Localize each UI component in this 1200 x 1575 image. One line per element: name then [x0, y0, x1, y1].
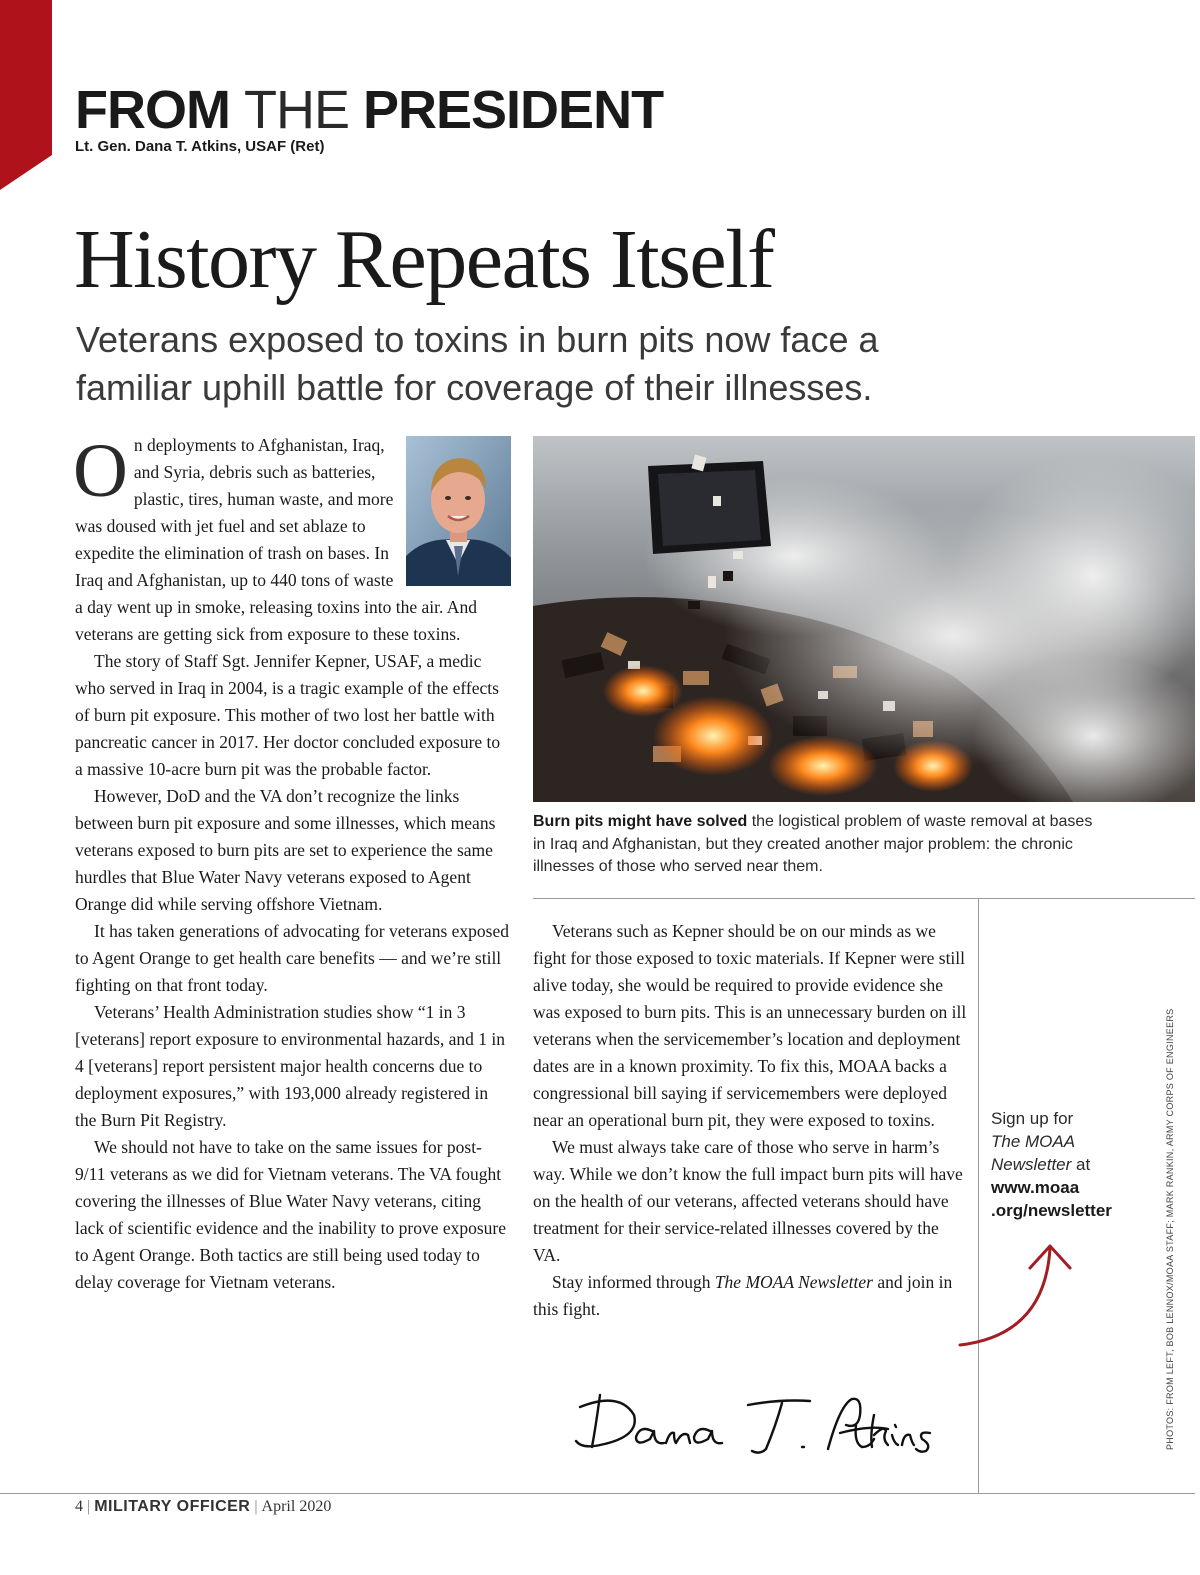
newsletter-link-part2: .org/newsletter: [991, 1201, 1112, 1220]
article-column-1: [73, 429, 511, 1296]
col2-paragraph-2: We must always take care of those who serve in harm’s way. While we don’t know the full impact burn pits will have on the health of our veterans, affected veterans should have treatment for their service-related illnesses covered by the VA.: [533, 1137, 963, 1265]
newsletter-signup-callout: [991, 1107, 1131, 1222]
deck-subheadline: Veterans exposed to toxins in burn pits now face a familiar uphill battle for coverage of their illnesses.: [76, 319, 879, 408]
col1-paragraph-1: n deployments to Afghanistan, Iraq, and Syria, debris such as batteries, plastic, tires, human waste, and more was doused with jet fuel and set ablaze to expedite the elimination of trash on bases. In Iraq and Afghanistan, up to 440 tons of waste a day went up in smoke, releasing toxins into the air. And veterans are getting sick from exposure to these toxins.: [75, 435, 477, 644]
issue-date: April 2020: [261, 1498, 332, 1515]
article-column-2: [533, 918, 968, 1323]
author-portrait: [406, 436, 511, 586]
divider-vertical: [978, 899, 979, 1493]
photo-caption: [533, 811, 1093, 879]
col2-paragraph-3: [533, 1269, 968, 1323]
col1-paragraph-2: The story of Staff Sgt. Jennifer Kepner, USAF, a medic who served in Iraq in 2004, is a tragic example of the effects of burn pit exposure. This mother of two lost her battle with pancreatic cancer in 2017. Her doctor concluded exposure to a massive 10-acre burn pit was the probable factor.: [75, 651, 501, 779]
author-portrait-image: [406, 436, 511, 586]
drop-cap: O: [73, 429, 128, 513]
burn-pit-photo-image: [533, 436, 1195, 802]
signup-at: at: [1071, 1155, 1091, 1174]
section-title-from: FROM: [75, 80, 230, 140]
red-corner-tab: [0, 0, 52, 190]
newsletter-link[interactable]: [991, 1176, 1131, 1222]
col1-paragraph-5: Veterans’ Health Administration studies show “1 in 3 [veterans] report exposure to environmental hazards, and 1 in 4 [veterans] report persistent major health concerns due to deployment exposures,” with 193,000 already registered in the Burn Pit Registry.: [75, 1002, 506, 1130]
byline: Lt. Gen. Dana T. Atkins, USAF (Ret): [75, 138, 325, 155]
col1-paragraph-4: It has taken generations of advocating for veterans exposed to Agent Orange to get health care benefits — and we’re still fighting on that front today.: [75, 921, 509, 995]
section-header: [75, 78, 663, 155]
signup-newsletter-title: The MOAA Newsletter: [991, 1132, 1075, 1174]
signup-line1: Sign up for: [991, 1109, 1074, 1128]
photo-credit: PHOTOS: FROM LEFT, BOB LENNOX/MOAA STAFF; MARK RANKIN, ARMY CORPS OF ENGINEERS: [1165, 1008, 1175, 1450]
col1-paragraph-3: However, DoD and the VA don’t recognize the links between burn pit exposure and some illnesses, which means veterans exposed to burn pits are set to experience the same hurdles that Blue Water Navy veterans exposed to Agent Orange did while serving offshore Vietnam.: [75, 786, 496, 914]
signature: [570, 1385, 965, 1465]
burn-pit-photo: [533, 436, 1195, 802]
divider-horizontal-top: [533, 898, 1195, 899]
col2-p3-before: Stay informed through: [552, 1272, 715, 1292]
col1-paragraph-6: We should not have to take on the same issues for post-9/11 veterans as we did for Vietnam veterans. The VA fought covering the illnesses of Blue Water Navy veterans, citing lack of scientific evidence and the inability to prove exposure to Agent Orange. Both tactics are still being used today to delay coverage for Vietnam veterans.: [75, 1137, 507, 1292]
section-title-the: THE: [243, 80, 349, 140]
col2-p3-after: and join in this fight.: [533, 1272, 953, 1319]
arrow-icon: [950, 1240, 1080, 1355]
divider-horizontal-bottom: [0, 1493, 1195, 1494]
headline: History Repeats Itself: [74, 213, 774, 306]
col2-paragraph-1: Veterans such as Kepner should be on our minds as we fight for those exposed to toxic materials. If Kepner were still alive today, she would be required to provide evidence she was exposed to burn pits. This is an unnecessary burden on ill veterans when the servicemember’s location and deployment dates are in a known proximity. To fix this, MOAA backs a congressional bill saying if servicemembers were deployed near an operational burn pit, they were exposed to toxins.: [533, 921, 967, 1130]
col2-p3-newsletter-title: The MOAA Newsletter: [714, 1272, 873, 1292]
page-number: 4: [75, 1498, 83, 1515]
section-title: [75, 78, 663, 142]
page-footer: 4 | MILITARY OFFICER | April 2020: [75, 1498, 332, 1515]
newsletter-link-part1: www.moaa: [991, 1178, 1080, 1197]
caption-text: the logistical problem of waste removal at bases in Iraq and Afghanistan, but they created another major problem: the chronic illnesses of those who served near them.: [533, 813, 1093, 875]
section-title-president: PRESIDENT: [363, 80, 664, 140]
magazine-name: MILITARY OFFICER: [94, 1498, 251, 1515]
caption-lead: Burn pits might have solved: [533, 813, 748, 830]
